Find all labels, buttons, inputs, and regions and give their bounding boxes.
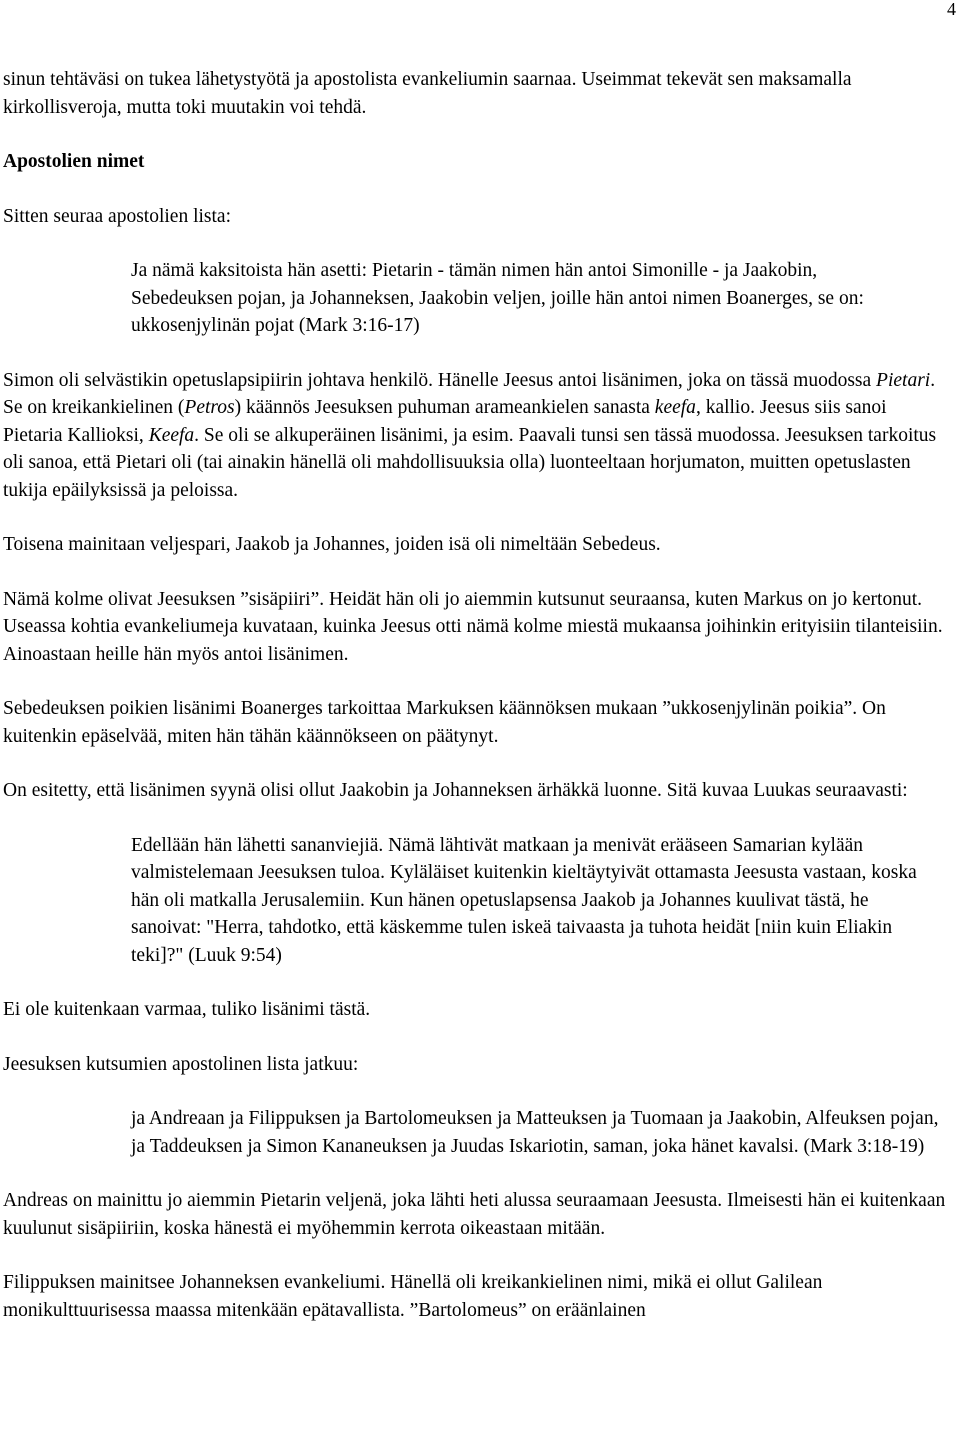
- italic-term: Pietari: [876, 369, 931, 391]
- paragraph-boanerges: Sebedeuksen poikien lisänimi Boanerges tarkoittaa Markuksen käännöksen mukaan ”ukkosenjylinän poikia”. On kuitenkin epäselvää, miten hän tähän käännökseen on päätynyt.: [3, 698, 886, 747]
- paragraph-list-continues: Jeesuksen kutsumien apostolinen lista jatkuu:: [3, 1053, 359, 1075]
- paragraph-andreas: Andreas on mainittu jo aiemmin Pietarin veljenä, joka lähti heti alussa seuraamaan Jeesusta. Ilmeisesti hän ei kuitenkaan kuulunut sisäpiiriin, koska hänestä ei myöhemmin kerrota oikeastaan mitään.: [3, 1190, 946, 1239]
- quote-mark-3-16: Ja nämä kaksitoista hän asetti: Pietarin - tämän nimen hän antoi Simonille - ja Jaakobin, Sebedeuksen pojan, ja Johanneksen, Jaakobin veljen, joille hän antoi nimen Boanerges, se on: ukkosenjylinän pojat (Mark 3:16-17): [131, 260, 864, 336]
- document-body: [3, 66, 948, 1351]
- paragraph-temper: On esitetty, että lisänimen syynä olisi ollut Jaakobin ja Johanneksen ärhäkkä luonne. Sitä kuvaa Luukas seuraavasti:: [3, 780, 908, 801]
- italic-term: keefa: [654, 397, 696, 418]
- page-number: 4: [947, 0, 956, 19]
- paragraph-brothers: Toisena mainitaan veljespari, Jaakob ja Johannes, joiden isä oli nimeltään Sebedeus.: [3, 534, 661, 555]
- text-run: ) käännös Jeesuksen puhuman arameankielen sanasta: [234, 397, 655, 418]
- quote-luke-9-54: Edellään hän lähetti sananviejiä. Nämä lähtivät matkaan ja menivät erääseen Samarian kylään valmistelemaan Jeesuksen tuloa. Kyläläiset kuitenkin kieltäytyivät ottamasta Jeesusta vastaan, koska hän oli matkalla Jerusalemiin. Kun hänen opetuslapsensa Jaakob ja Johannes kuulivat tästä, he sanoivat: "Herra, tahdotko, että käskemme tulen iskeä taivaasta ja tuhota heidät [niin kuin Eliakin teki]?" (Luuk 9:54): [131, 834, 917, 966]
- paragraph-simon: [3, 367, 948, 505]
- quote-mark-3-18: ja Andreaan ja Filippuksen ja Bartolomeuksen ja Matteuksen ja Tuomaan ja Jaakobin, Alfeuksen pojan, ja Taddeuksen ja Simon Kananeuksen ja Juudas Iskariotin, saman, joka hänet kavalsi. (Mark 3:18-19): [131, 1108, 939, 1157]
- text-run: , kallio. Jeesus siis sanoi Pietaria Kallioksi,: [3, 397, 887, 446]
- paragraph-filippus: Filippuksen mainitsee Johanneksen evankeliumi. Hänellä oli kreikankielinen nimi, mikä ei ollut Galilean monikulttuurisessa maassa mitenkään epätavallista. ”Bartolomeus” on eräänlainen: [3, 1272, 823, 1321]
- paragraph-list-intro: Sitten seuraa apostolien lista:: [3, 205, 231, 227]
- paragraph-uncertain: Ei ole kuitenkaan varmaa, tuliko lisänimi tästä.: [3, 999, 371, 1020]
- paragraph-inner-circle: Nämä kolme olivat Jeesuksen ”sisäpiiri”. Heidät hän oli jo aiemmin kutsunut seuraansa, kuten Markus on jo kertonut. Useassa kohtia evankeliumeja kuvataan, kuinka Jeesus otti nämä kolme miestä mukaansa joihinkin erityisiin tilanteisiin. Ainoastaan heille hän myös antoi lisänimen.: [3, 588, 943, 665]
- paragraph-intro: sinun tehtäväsi on tukea lähetystyötä ja apostolista evankeliumin saarnaa. Useimmat tekevät sen maksamalla kirkollisveroja, mutta toki muutakin voi tehdä.: [3, 69, 852, 118]
- text-run: Simon oli selvästikin opetuslapsipiirin johtava henkilö. Hänelle Jeesus antoi lisänimen, joka on tässä muodossa: [3, 369, 877, 391]
- italic-term: Keefa: [148, 424, 195, 446]
- section-heading: Apostolien nimet: [3, 151, 145, 172]
- text-run: . Se on kreikankielinen (: [3, 369, 936, 418]
- italic-term: Petros: [184, 397, 235, 418]
- text-run: . Se oli se alkuperäinen lisänimi, ja esim. Paavali tunsi sen tässä muodossa. Jeesuksen tarkoitus oli sanoa, että Pietari oli (tai ainakin hänellä oli mahdollisuuksia olla) luonteeltaan horjumaton, muitten opetuslasten tukija epäilyksissä ja peloissa.: [3, 424, 937, 501]
